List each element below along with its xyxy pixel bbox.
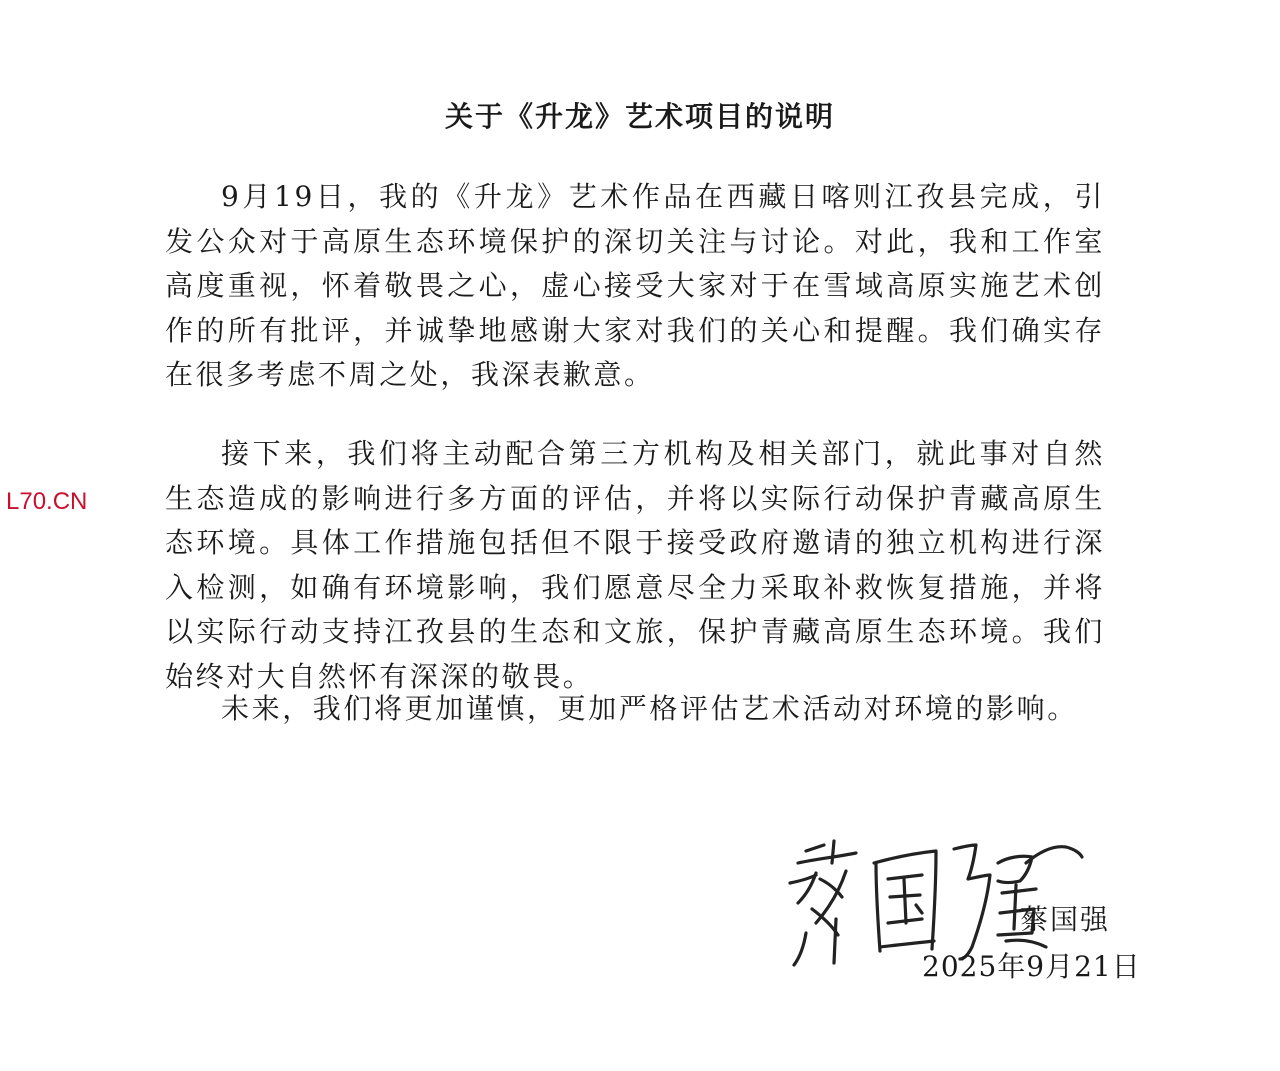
signer-name: 蔡国强 bbox=[1020, 903, 1111, 936]
watermark-text: L70.CN bbox=[6, 488, 88, 515]
paragraph-1: 9月19日，我的《升龙》艺术作品在西藏日喀则江孜县完成，引发公众对于高原生态环境保护的深切关注与讨论。对此，我和工作室高度重视，怀着敬畏之心，虚心接受大家对于在雪域高原实施艺术创作的所有批评，并诚挚地感谢大家对我们的关心和提醒。我们确实存在很多考虑不周之处，我深表歉意。 bbox=[165, 180, 1105, 391]
letter-title: 关于《升龙》艺术项目的说明 bbox=[444, 100, 835, 133]
paragraph-2: 接下来，我们将主动配合第三方机构及相关部门，就此事对自然生态造成的影响进行多方面的评估，并将以实际行动保护青藏高原生态环境。具体工作措施包括但不限于接受政府邀请的独立机构进行深入检测，如确有环境影响，我们愿意尽全力采取补救恢复措施，并将以实际行动支持江孜县的生态和文旅，保护青藏高原生态环境。我们始终对大自然怀有深深的敬畏。 bbox=[165, 437, 1105, 693]
sign-date: 2025年9月21日 bbox=[922, 950, 1141, 983]
paragraph-3: 未来，我们将更加谨慎，更加严格评估艺术活动对环境的影响。 bbox=[221, 692, 1078, 725]
